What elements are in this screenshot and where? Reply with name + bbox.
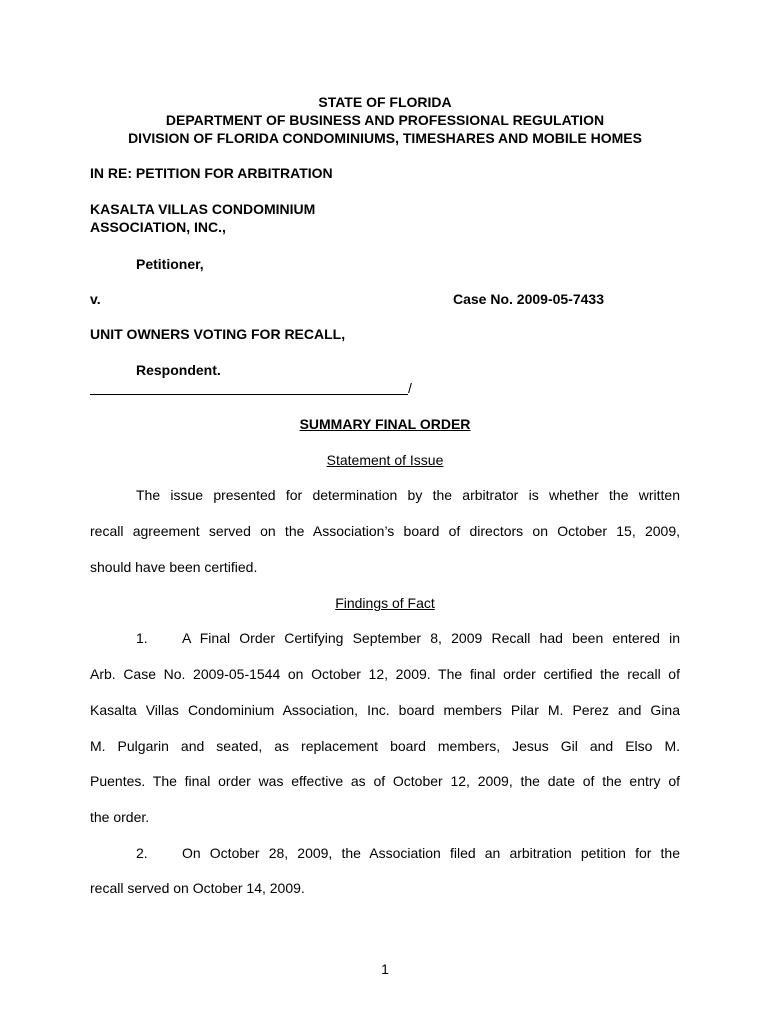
petitioner-name-line1: KASALTA VILLAS CONDOMINIUM (90, 201, 316, 217)
finding-2-line-1: On October 28, 2009, the Association filed an arbitration petition for the (182, 845, 680, 861)
caption-slash: / (408, 380, 412, 396)
in-re-line: IN RE: PETITION FOR ARBITRATION (90, 165, 333, 181)
finding-1-number: 1. (136, 630, 148, 646)
versus: v. (90, 291, 101, 307)
header-department: DEPARTMENT OF BUSINESS AND PROFESSIONAL REGULATION (165, 112, 605, 128)
finding-1-line-5: Puentes. The final order was effective as of October 12, 2009, the date of the entry of (90, 773, 680, 789)
finding-1-line-2: Arb. Case No. 2009-05-1544 on October 12, 2009. The final order certified the recall of (90, 666, 680, 682)
page-number: 1 (381, 961, 389, 977)
case-number: Case No. 2009-05-7433 (453, 291, 604, 307)
header-division: DIVISION OF FLORIDA CONDOMINIUMS, TIMESHARES AND MOBILE HOMES (128, 130, 642, 146)
issue-line-1: The issue presented for determination by the arbitrator is whether the written (136, 487, 680, 503)
issue-line-2: recall agreement served on the Association’s board of directors on October 15, 2009, (90, 523, 680, 539)
header-state: STATE OF FLORIDA (318, 94, 452, 110)
respondent-name: UNIT OWNERS VOTING FOR RECALL, (90, 326, 346, 342)
petitioner-label: Petitioner, (136, 256, 204, 272)
finding-1-line-4: M. Pulgarin and seated, as replacement board members, Jesus Gil and Elso M. (90, 738, 680, 754)
finding-2-line-2: recall served on October 14, 2009. (90, 880, 305, 896)
petitioner-name-line2: ASSOCIATION, INC., (90, 219, 226, 235)
finding-1-line-6: the order. (90, 809, 150, 825)
finding-1-line-1: A Final Order Certifying September 8, 2009 Recall had been entered in (182, 630, 680, 646)
finding-2-number: 2. (136, 845, 148, 861)
findings-heading: Findings of Fact (335, 595, 435, 611)
caption-divider-line (90, 394, 408, 395)
finding-1-line-3: Kasalta Villas Condominium Association, Inc. board members Pilar M. Perez and Gina (90, 702, 680, 718)
respondent-label: Respondent. (136, 362, 221, 378)
order-title: SUMMARY FINAL ORDER (299, 416, 471, 432)
issue-heading: Statement of Issue (326, 452, 444, 468)
issue-line-3: should have been certified. (90, 559, 258, 575)
